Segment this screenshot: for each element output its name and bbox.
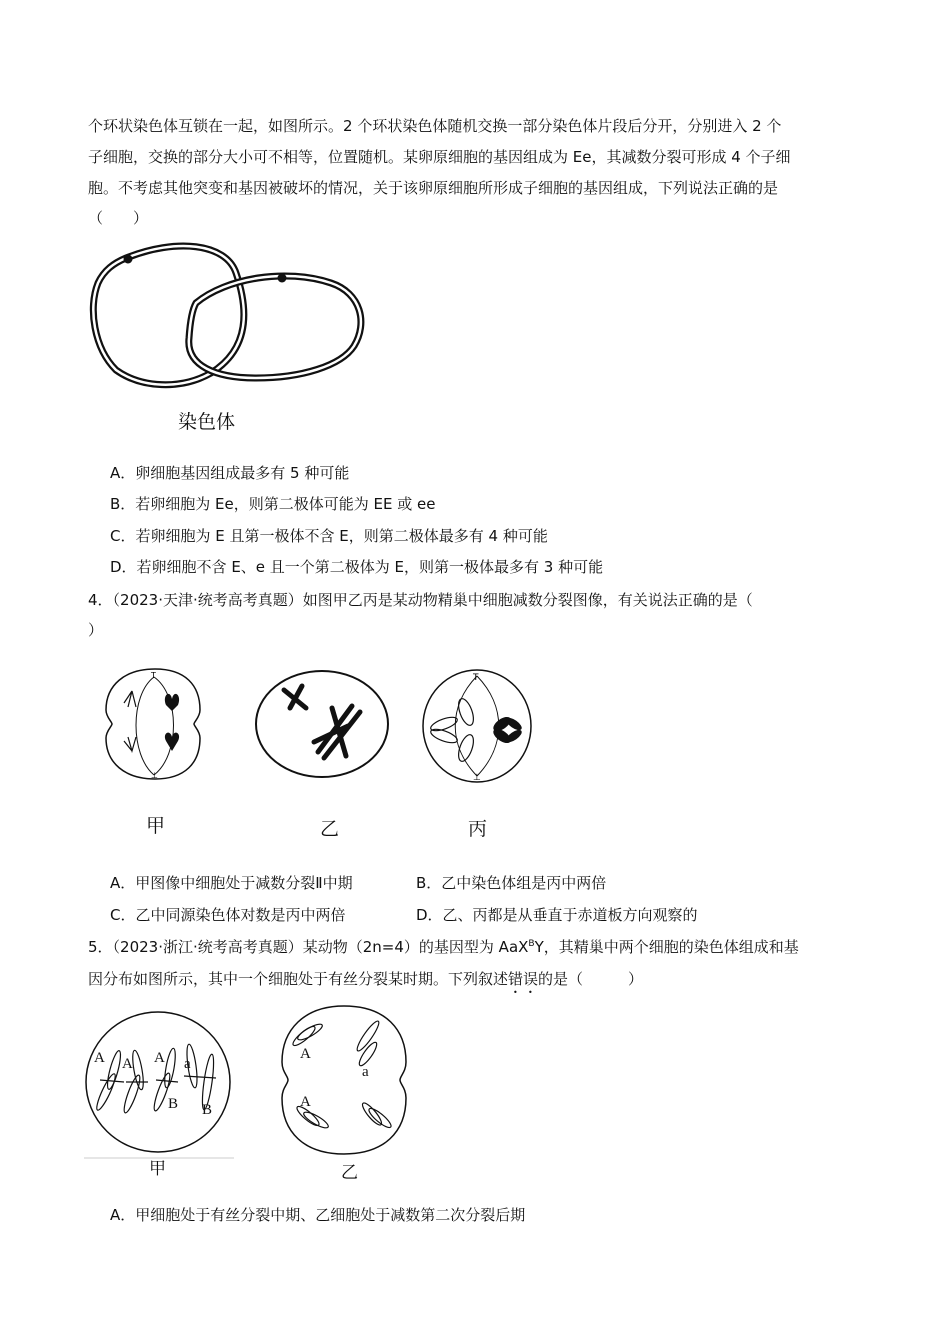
label-yi: 乙	[320, 818, 340, 840]
gene-label: A	[300, 1094, 311, 1110]
gene-label: a	[362, 1064, 369, 1080]
cell-bing-figure	[418, 666, 536, 786]
gene-label: B	[202, 1102, 213, 1118]
svg-text:⊥: ⊥	[473, 773, 481, 783]
q4-option-a[interactable]: A．甲图像中细胞处于减数分裂Ⅱ中期	[110, 874, 353, 892]
q5-option-a[interactable]: A．甲细胞处于有丝分裂中期、乙细胞处于减数第二次分裂后期	[110, 1206, 526, 1224]
gene-label: A	[300, 1046, 311, 1062]
gene-label: a	[184, 1056, 191, 1072]
gene-label: A	[122, 1056, 133, 1072]
label-bing: 丙	[468, 818, 488, 840]
q3-option-d[interactable]: D．若卵细胞不含 E、e 且一个第二极体为 E，则第一极体最多有 3 种可能	[110, 558, 604, 576]
q3-option-b[interactable]: B．若卵细胞为 Ee，则第二极体可能为 EE 或 ee	[110, 495, 436, 513]
q3-option-a[interactable]: A．卵细胞基因组成最多有 5 种可能	[110, 464, 350, 482]
svg-text:T: T	[473, 673, 479, 683]
label-jia: 甲	[146, 815, 166, 837]
q5-cell-yi-figure	[276, 1002, 412, 1158]
cell-yi-figure	[252, 668, 392, 780]
q3-stem-line-2: 子细胞，交换的部分大小可不相等，位置随机。某卵原细胞的基因组成为 Ee，其减数分裂可形成 4 个子细	[88, 148, 791, 166]
cell-jia-figure	[100, 665, 210, 783]
gene-label: A	[94, 1050, 105, 1066]
q3-stem-line-4: （ ）	[88, 209, 149, 227]
q5-stem-line-1: 5．（2023·浙江·统考高考真题）某动物（2n=4）的基因型为 AaX$^B$Y，其精巢中两个细胞的染色体组成和基	[88, 938, 799, 956]
q5-cell-jia-figure	[84, 1010, 234, 1160]
q3-stem-line-3: 胞。不考虑其他突变和基因被破坏的情况，关于该卵原细胞所形成子细胞的基因组成，下列说法正确的是	[88, 179, 779, 197]
q4-stem-line-2: ）	[88, 621, 104, 639]
svg-text:⊥: ⊥	[151, 771, 158, 780]
q5-label-yi: 乙	[341, 1163, 358, 1183]
q4-option-b[interactable]: B．乙中染色体组是丙中两倍	[416, 874, 607, 892]
gene-label: A	[154, 1050, 165, 1066]
q3-stem-line-1: 个环状染色体互锁在一起，如图所示。2 个环状染色体随机交换一部分染色体片段后分开，分别进入 2 个	[88, 117, 782, 135]
q4-stem-line-1: 4．（2023·天津·统考高考真题）如图甲乙丙是某动物精巢中细胞减数分裂图像，有关说法正确的是（	[88, 591, 753, 609]
ring-chromosome-figure	[86, 238, 376, 398]
chromosome-caption: 染色体	[178, 411, 236, 433]
q4-option-d[interactable]: D．乙、丙都是从垂直于赤道板方向观察的	[416, 906, 698, 924]
q5-stem-line-2: 因分布如图所示，其中一个细胞处于有丝分裂某时期。下列叙述错误的是（ ）	[88, 970, 644, 988]
q5-label-jia: 甲	[149, 1159, 166, 1179]
gene-label: B	[168, 1096, 179, 1112]
q3-option-c[interactable]: C．若卵细胞为 E 且第一极体不含 E，则第二极体最多有 4 种可能	[110, 527, 548, 545]
svg-text:T: T	[151, 671, 156, 680]
q4-option-c[interactable]: C．乙中同源染色体对数是丙中两倍	[110, 906, 346, 924]
